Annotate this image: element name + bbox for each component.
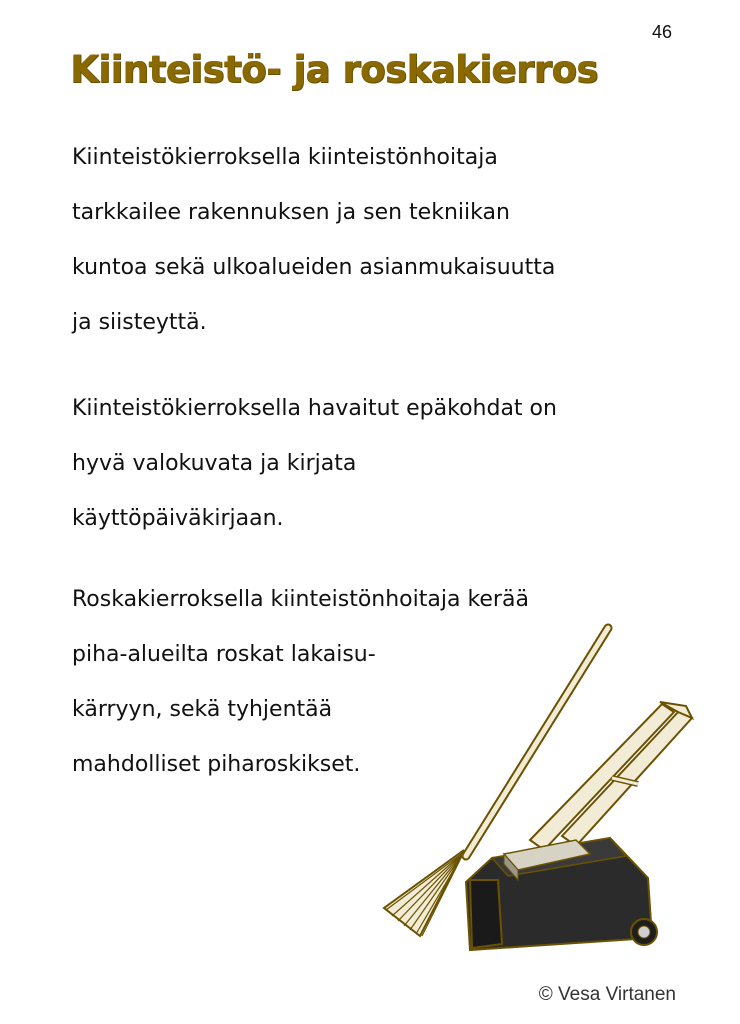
paragraph-line: mahdolliset piharoskikset. (72, 752, 361, 777)
sweeper-cart-icon (466, 702, 692, 950)
paragraph-line: piha-alueilta roskat lakaisu- (72, 642, 376, 667)
paragraph-line: käyttöpäiväkirjaan. (72, 506, 284, 531)
paragraph-defects (72, 393, 557, 558)
paragraph-line: kärryyn, sekä tyhjentää (72, 697, 333, 722)
paragraph-property-round (72, 142, 555, 362)
paragraph-line: Kiinteistökierroksella havaitut epäkohdat on (72, 396, 557, 421)
copyright-notice: © Vesa Virtanen (538, 984, 676, 1005)
page-title: Kiinteistö- ja roskakierros (70, 48, 598, 91)
paragraph-line: tarkkailee rakennuksen ja sen tekniikan (72, 200, 510, 225)
paragraph-line: Kiinteistökierroksella kiinteistönhoitaja (72, 145, 498, 170)
paragraph-line: kuntoa sekä ulkoalueiden asianmukaisuutta (72, 255, 556, 280)
paragraph-line: hyvä valokuvata ja kirjata (72, 451, 357, 476)
paragraph-line: ja siisteyttä. (72, 310, 207, 335)
paragraph-line: Roskakierroksella kiinteistönhoitaja kerää (72, 587, 529, 612)
rake-and-sweeper-illustration (380, 618, 720, 968)
page-number: 46 (651, 22, 672, 42)
